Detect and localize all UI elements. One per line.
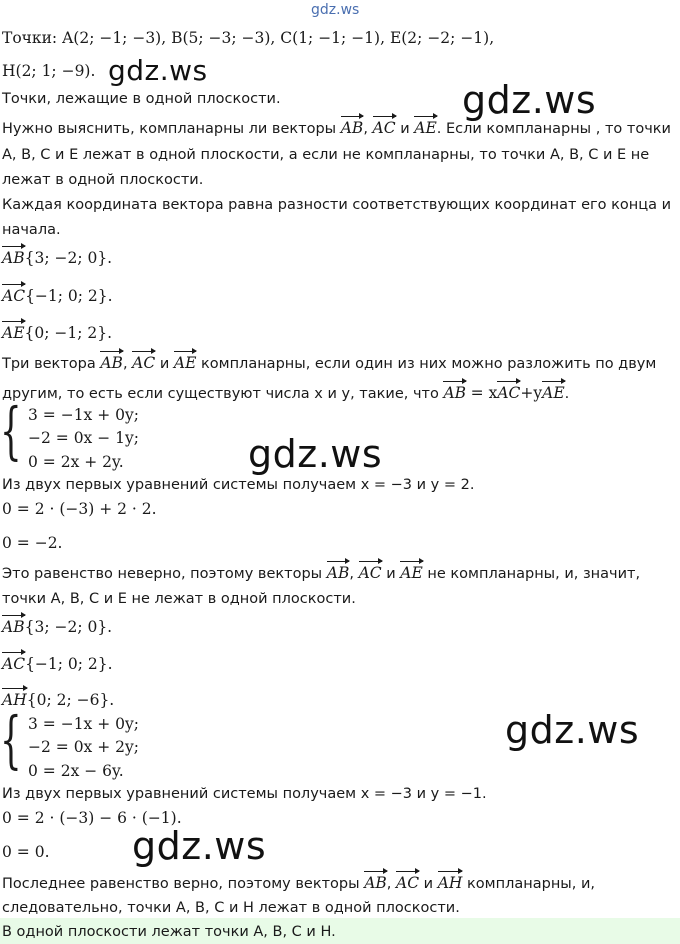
text-line: Последнее равенство верно, поэтому векторы AB, AC и AH компланарны, и, <box>2 874 595 892</box>
vector-coords: AC{−1; 0; 2}. <box>2 655 113 673</box>
text-line: другим, то есть если существуют числа x и y, такие, что AB = xAC+yAE. <box>2 384 570 402</box>
text-line: Нужно выяснить, компланарны ли векторы AB, AC и AE. Если компланарны , то точки <box>2 119 671 137</box>
text-line: начала. <box>2 222 61 238</box>
system-brace: { <box>0 394 22 467</box>
text-line: лежат в одной плоскости. <box>2 172 204 188</box>
text-line: A, B, C и E лежат в одной плоскости, а если не компланарны, то точки A, B, C и E не <box>2 147 650 163</box>
equation: 0 = 0. <box>2 843 50 861</box>
system-brace: { <box>0 703 22 776</box>
equation: 0 = 2 · (−3) + 2 · 2. <box>2 500 157 518</box>
system-equation: −2 = 0x − 1y; <box>28 429 139 447</box>
text-line: Из двух первых уравнений системы получаем x = −3 и y = 2. <box>2 477 475 493</box>
task-title: Точки, лежащие в одной плоскости. <box>2 91 281 107</box>
answer-text: В одной плоскости лежат точки A, B, C и H. <box>2 924 336 940</box>
vector-ab: AB <box>340 119 364 137</box>
watermark: gdz.ws <box>248 432 383 476</box>
text-line: точки A, B, C и E не лежат в одной плоскости. <box>2 591 356 607</box>
equation: 0 = 2 · (−3) − 6 · (−1). <box>2 809 182 827</box>
text-line: Каждая координата вектора равна разности соответствующих координат его конца и <box>2 197 671 213</box>
vector-coords: AB{3; −2; 0}. <box>2 249 113 267</box>
system-equation: 3 = −1x + 0y; <box>28 406 139 424</box>
vector-coords: AB{3; −2; 0}. <box>2 618 113 636</box>
vector-coords: AE{0; −1; 2}. <box>2 324 113 342</box>
vector-ac: AC <box>372 119 396 137</box>
text-line: Это равенство неверно, поэтому векторы AB, AC и AE не компланарны, и, значит, <box>2 564 641 582</box>
site-watermark[interactable]: gdz.ws <box>311 2 360 18</box>
watermark: gdz.ws <box>505 708 640 752</box>
watermark: gdz.ws <box>132 824 267 868</box>
vector-coords: AC{−1; 0; 2}. <box>2 287 113 305</box>
system-equation: 3 = −1x + 0y; <box>28 715 139 733</box>
text-line: следовательно, точки A, B, C и H лежат в одной плоскости. <box>2 900 460 916</box>
watermark: gdz.ws <box>462 78 597 122</box>
points-line-2: H(2; 1; −9). <box>2 62 96 80</box>
points-line: Точки: A(2; −1; −3), B(5; −3; −3), C(1; −1; −1), E(2; −2; −1), <box>2 29 495 47</box>
watermark: gdz.ws <box>108 54 208 87</box>
equation: 0 = −2. <box>2 534 63 552</box>
system-equation: −2 = 0x + 2y; <box>28 738 139 756</box>
text-line: Три вектора AB, AC и AE компланарны, если один из них можно разложить по двум <box>2 354 657 372</box>
system-equation: 0 = 2x + 2y. <box>28 453 124 471</box>
text-line: Из двух первых уравнений системы получаем x = −3 и y = −1. <box>2 786 487 802</box>
vector-coords: AH{0; 2; −6}. <box>2 691 115 709</box>
vector-ae: AE <box>414 119 437 137</box>
system-equation: 0 = 2x − 6y. <box>28 762 124 780</box>
